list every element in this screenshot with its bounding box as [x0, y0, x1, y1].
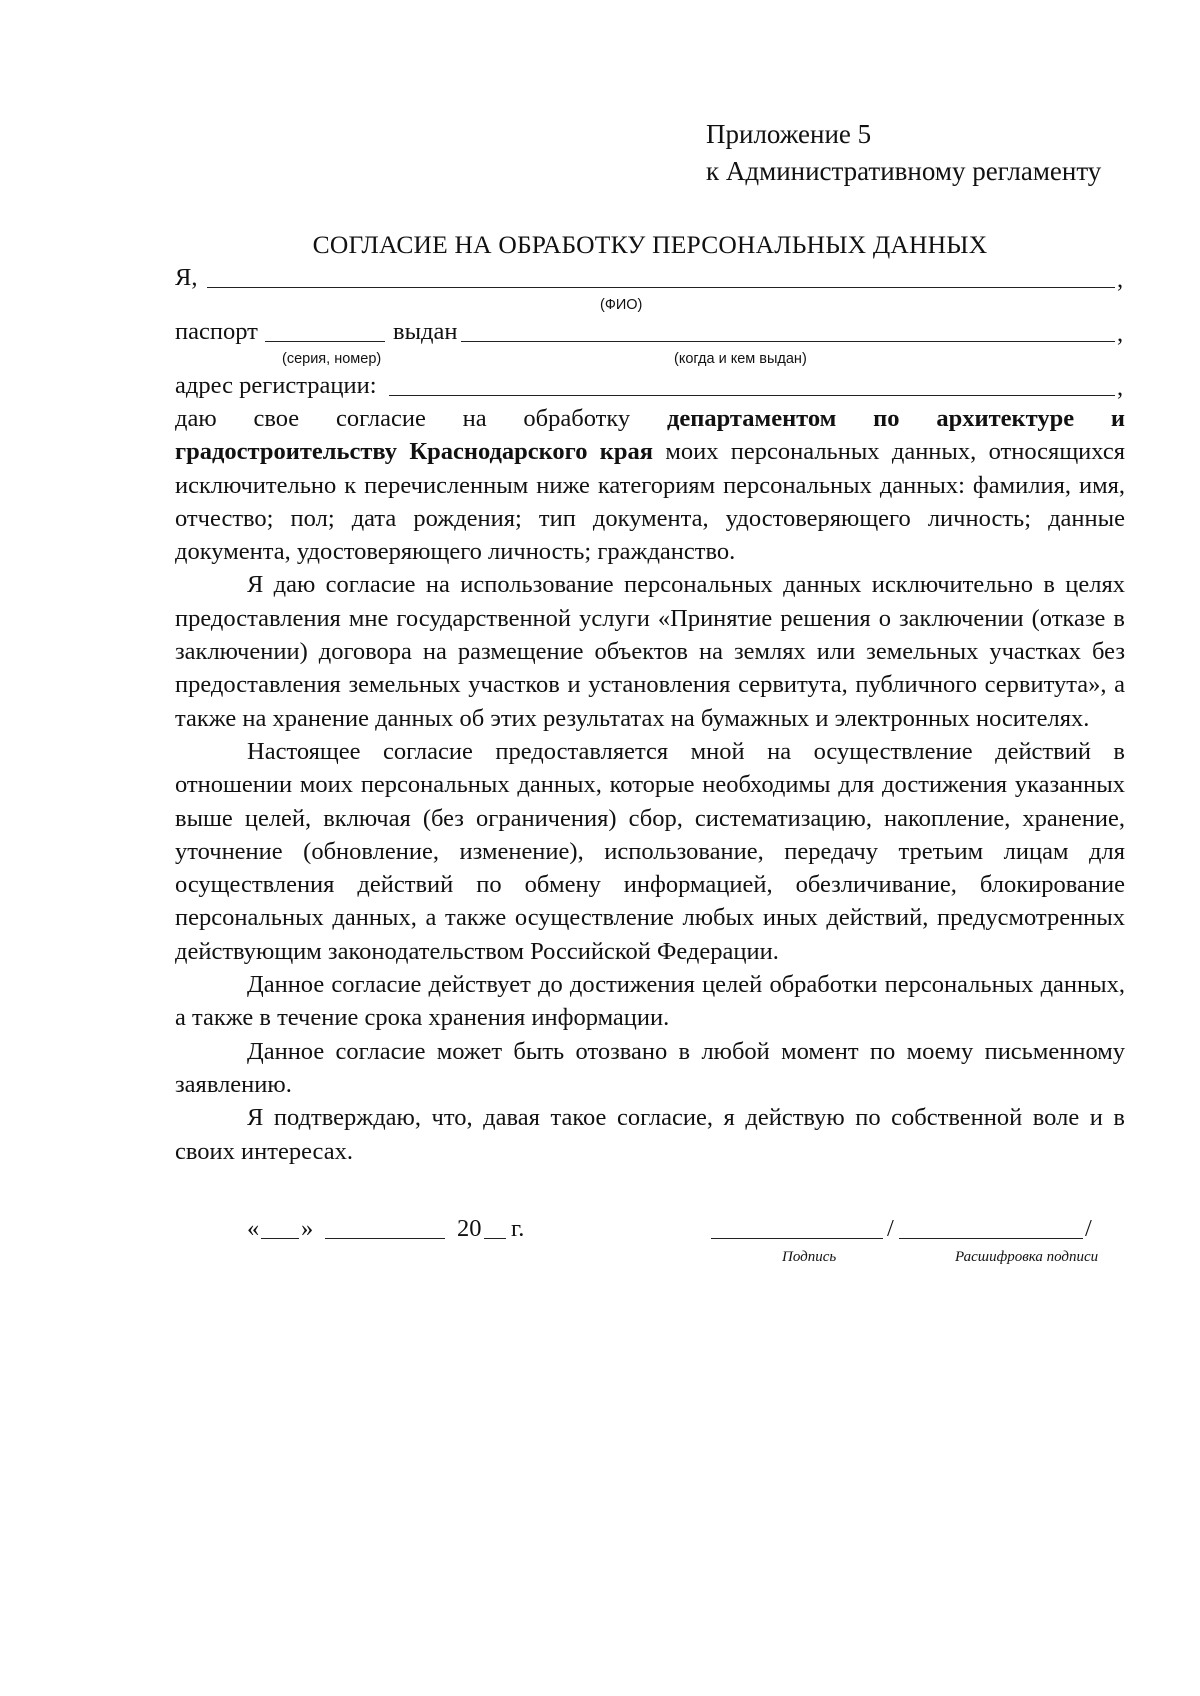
date-signature-row	[175, 1212, 1125, 1252]
signature-decode-hint: Расшифровка подписи	[955, 1249, 1099, 1265]
passport-hint: (серия, номер)	[282, 351, 382, 367]
address-row	[175, 369, 1125, 403]
fio-row	[175, 261, 1125, 295]
fio-field-line[interactable]	[207, 287, 1115, 288]
year-field-line[interactable]	[484, 1238, 506, 1239]
issued-comma: ,	[1117, 320, 1124, 347]
address-field-line[interactable]	[389, 395, 1115, 396]
paragraph-2: Я даю согласие на использование персональных данных исключительно в целях предоставления мне государственной услуги «Принятие решения о заключении (отказе в заключении) договора на размещение объектов на землях или земельных участках без предоставления земельных участков и установления сервитута, публичного сервитута», а также на хранение данных об этих результатах на бумажных и электронных носителях.	[175, 571, 1125, 732]
paragraph-6: Я подтверждаю, что, давая такое согласие, я действую по собственной воле и в своих интересах.	[175, 1104, 1125, 1165]
consent-body	[175, 402, 1125, 1168]
department-name-b: градостроительству Краснодарского края	[175, 438, 654, 466]
day-field-line[interactable]	[261, 1238, 299, 1239]
address-label: адрес регистрации:	[175, 372, 377, 399]
paragraph-4: Данное согласие действует до достижения целей обработки персональных данных, а также в течение срока хранения информации.	[175, 971, 1125, 1032]
issued-label: выдан	[393, 318, 458, 345]
paragraph-5: Данное согласие может быть отозвано в любой момент по моему письменному заявлению.	[175, 1037, 1125, 1098]
address-comma: ,	[1117, 374, 1124, 401]
issued-field-line[interactable]	[461, 341, 1115, 342]
appendix-line-2: к Административному регламенту	[706, 156, 1102, 186]
year-suffix: г.	[511, 1215, 525, 1242]
month-field-line[interactable]	[325, 1238, 445, 1239]
appendix-header	[706, 116, 1101, 190]
slash-1: /	[887, 1215, 894, 1242]
issued-hint: (когда и кем выдан)	[674, 351, 807, 367]
document-title: СОГЛАСИЕ НА ОБРАБОТКУ ПЕРСОНАЛЬНЫХ ДАННЫХ	[312, 230, 988, 259]
i-label: Я,	[175, 264, 198, 291]
passport-label: паспорт	[175, 318, 258, 345]
quote-open: «	[247, 1215, 260, 1242]
p1-end: моих персональных данных, относящихся исключительно к перечисленным ниже категориям персональных данных: фамилия, имя, отчество; пол; дата рождения; тип документа, удостоверяющего личность; данные документа, удостоверяющего личность; гражданство.	[175, 438, 1125, 566]
fio-comma: ,	[1117, 266, 1124, 293]
signature-decode-field-line[interactable]	[899, 1238, 1083, 1239]
paragraph-1-rest	[175, 435, 1125, 568]
signature-hint: Подпись	[782, 1249, 837, 1265]
year-prefix: 20	[457, 1215, 482, 1242]
quote-close: »	[301, 1215, 314, 1242]
fio-hint: (ФИО)	[600, 297, 643, 313]
department-name-a: департаментом по архитектуре и	[666, 405, 1125, 432]
passport-field-line[interactable]	[265, 341, 385, 342]
signature-field-line[interactable]	[711, 1238, 883, 1239]
appendix-line-1: Приложение 5	[706, 119, 872, 149]
passport-row	[175, 315, 1125, 349]
slash-2: /	[1085, 1215, 1092, 1242]
paragraph-3: Настоящее согласие предоставляется мной на осуществление действий в отношении моих персональных данных, которые необходимы для достижения указанных выше целей, включая (без ограничения) сбор, систематизацию, накопление, хранение, уточнение (обновление, изменение), использование, передачу третьим лицам для осуществления действий по обмену информацией, обезличивание, блокирование персональных данных, а также осуществление любых иных действий, предусмотренных действующим законодательством Российской Федерации.	[175, 737, 1125, 965]
paragraph-1-line-1	[175, 402, 1125, 435]
p1-start: даю свое согласие на обработку	[175, 405, 667, 432]
